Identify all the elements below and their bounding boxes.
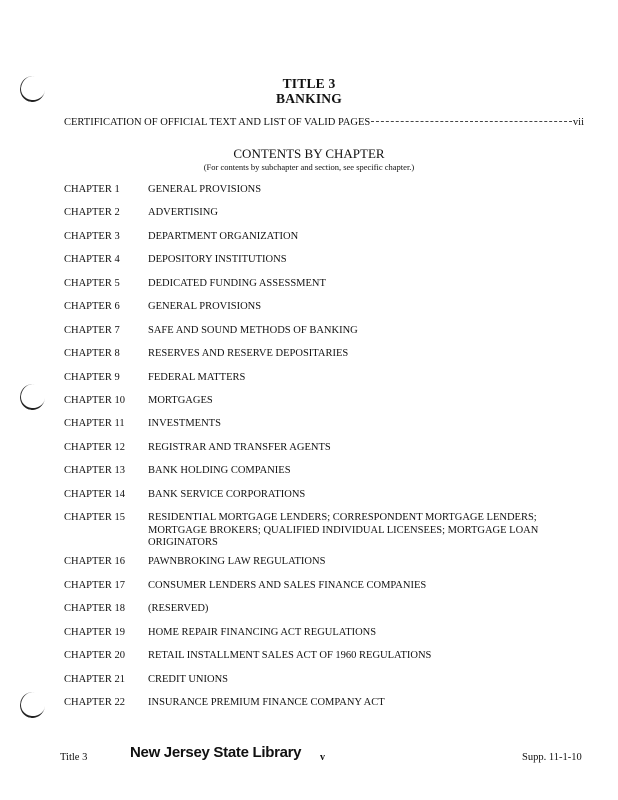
chapter-row [64, 627, 564, 640]
chapter-title: DEPARTMENT ORGANIZATION [148, 231, 299, 242]
chapter-row [64, 465, 564, 478]
chapter-number: CHAPTER 20 [64, 650, 125, 661]
chapter-number: CHAPTER 14 [64, 489, 125, 500]
supplement-date: Supp. 11-1-10 [522, 752, 582, 763]
chapter-row [64, 184, 564, 197]
chapter-number: CHAPTER 6 [64, 301, 120, 312]
punch-hole-mark [18, 382, 46, 411]
chapter-title: CREDIT UNIONS [148, 674, 229, 685]
chapter-title: DEPOSITORY INSTITUTIONS [148, 254, 287, 265]
chapter-number: CHAPTER 18 [64, 603, 125, 614]
chapter-number: CHAPTER 21 [64, 674, 125, 685]
chapter-number: CHAPTER 4 [64, 254, 120, 265]
page-number: v [320, 752, 325, 763]
page-subtitle: BANKING [276, 91, 342, 106]
chapter-row [64, 254, 564, 267]
chapter-number: CHAPTER 10 [64, 395, 125, 406]
chapter-row [64, 512, 564, 550]
chapter-number: CHAPTER 19 [64, 627, 125, 638]
chapter-number: CHAPTER 1 [64, 184, 120, 195]
chapter-number: CHAPTER 7 [64, 325, 120, 336]
chapter-number: CHAPTER 3 [64, 231, 120, 242]
library-stamp: New Jersey State Library [130, 744, 302, 761]
chapter-row [64, 301, 564, 314]
chapter-title: RETAIL INSTALLMENT SALES ACT OF 1960 REGULATIONS [148, 650, 432, 661]
chapter-row [64, 603, 564, 616]
punch-hole-mark [18, 690, 46, 719]
chapter-number: CHAPTER 8 [64, 348, 120, 359]
chapter-title: SAFE AND SOUND METHODS OF BANKING [148, 325, 358, 336]
chapter-title: BANK HOLDING COMPANIES [148, 465, 291, 476]
chapter-row [64, 348, 564, 361]
chapter-row [64, 442, 564, 455]
chapter-title: INVESTMENTS [148, 418, 221, 429]
dot-leader [371, 121, 572, 122]
page-footer [0, 744, 618, 768]
chapter-number: CHAPTER 12 [64, 442, 125, 453]
chapter-title: BANK SERVICE CORPORATIONS [148, 489, 306, 500]
chapter-title: REGISTRAR AND TRANSFER AGENTS [148, 442, 331, 453]
chapter-number: CHAPTER 13 [64, 465, 125, 476]
chapter-title: CONSUMER LENDERS AND SALES FINANCE COMPANIES [148, 580, 427, 591]
chapter-row [64, 697, 564, 710]
chapter-title: RESIDENTIAL MORTGAGE LENDERS; CORRESPONDENT MORTGAGE LENDERS; MORTGAGE BROKERS; QUALIFIED INDIVIDUAL LICENSEES; MORTGAGE LOAN ORIGINATORS [148, 512, 539, 548]
page-title: TITLE 3 [282, 76, 336, 91]
chapter-row [64, 418, 564, 431]
chapter-row [64, 489, 564, 502]
chapter-row [64, 395, 564, 408]
chapter-title: MORTGAGES [148, 395, 213, 406]
footer-title: Title 3 [60, 752, 88, 763]
chapter-row [64, 580, 564, 593]
chapter-row [64, 556, 564, 569]
chapter-row [64, 325, 564, 338]
chapter-number: CHAPTER 22 [64, 697, 125, 708]
chapter-row [64, 372, 564, 385]
chapter-row [64, 207, 564, 220]
chapter-title: FEDERAL MATTERS [148, 372, 246, 383]
certification-page: vii [572, 117, 584, 128]
chapter-row [64, 278, 564, 291]
chapter-number: CHAPTER 2 [64, 207, 120, 218]
chapter-title: HOME REPAIR FINANCING ACT REGULATIONS [148, 627, 377, 638]
chapter-title: INSURANCE PREMIUM FINANCE COMPANY ACT [148, 697, 385, 708]
contents-heading: CONTENTS BY CHAPTER [233, 146, 385, 161]
chapter-title: RESERVES AND RESERVE DEPOSITARIES [148, 348, 349, 359]
certification-text: CERTIFICATION OF OFFICIAL TEXT AND LIST OF VALID PAGES [64, 117, 371, 128]
chapter-row [64, 674, 564, 687]
chapter-title: GENERAL PROVISIONS [148, 301, 262, 312]
chapter-row [64, 231, 564, 244]
chapter-number: CHAPTER 5 [64, 278, 120, 289]
chapter-row [64, 650, 564, 663]
chapter-title: DEDICATED FUNDING ASSESSMENT [148, 278, 326, 289]
title-block [0, 76, 618, 106]
chapter-number: CHAPTER 15 [64, 512, 125, 523]
contents-note: (For contents by subchapter and section, see specific chapter.) [203, 162, 415, 172]
certification-line [64, 117, 584, 128]
chapter-number: CHAPTER 11 [64, 418, 125, 429]
chapter-number: CHAPTER 9 [64, 372, 120, 383]
chapter-title: (RESERVED) [148, 603, 209, 614]
chapter-number: CHAPTER 16 [64, 556, 125, 567]
chapter-title: GENERAL PROVISIONS [148, 184, 262, 195]
chapter-title: PAWNBROKING LAW REGULATIONS [148, 556, 326, 567]
chapter-title: ADVERTISING [148, 207, 218, 218]
chapter-number: CHAPTER 17 [64, 580, 125, 591]
